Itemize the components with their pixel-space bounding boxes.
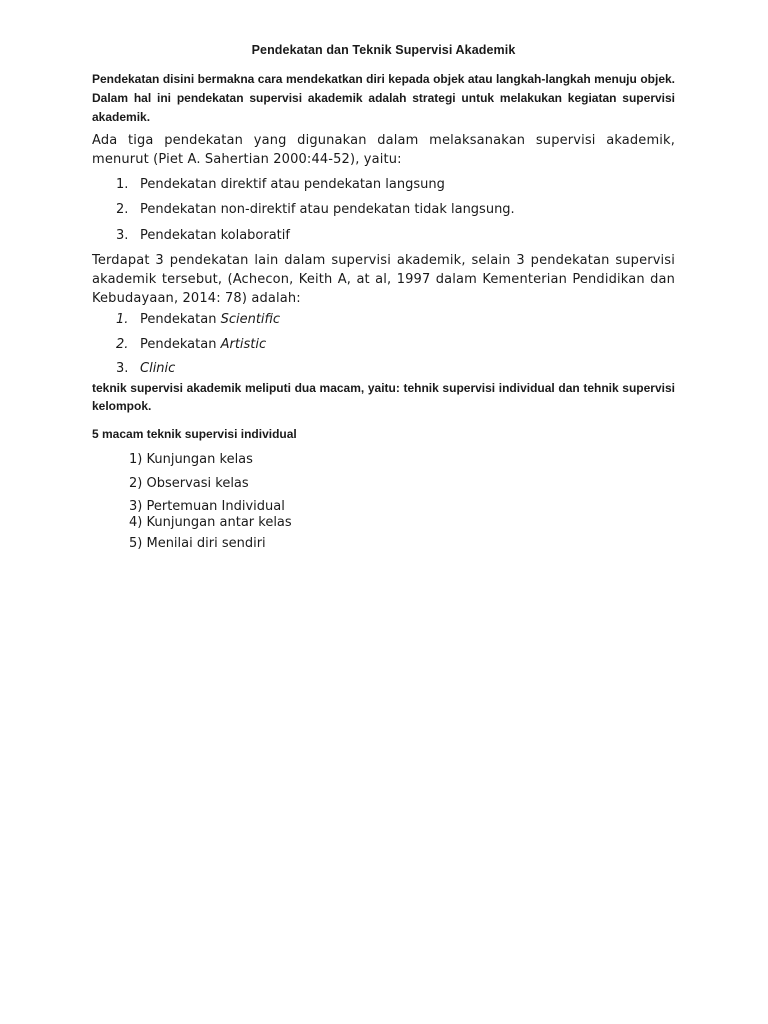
- list-item: 4) Kunjungan antar kelas: [129, 515, 292, 530]
- list-number: 1.: [116, 177, 129, 192]
- list-number: 2.: [116, 337, 129, 352]
- list-italic-text: Clinic: [140, 361, 176, 376]
- list-item: 3) Pertemuan Individual: [129, 499, 285, 514]
- list-item: [116, 336, 266, 354]
- list-text: Pendekatan: [140, 312, 221, 327]
- technique-subheading: 5 macam teknik supervisi individual: [92, 427, 297, 441]
- list-text: Pendekatan kolaboratif: [140, 228, 290, 243]
- other-approaches-paragraph: Terdapat 3 pendekatan lain dalam supervisi akademik, selain 3 pendekatan supervisi akademik tersebut, (Achecon, Keith A, at al, 1997 dalam Kementerian Pendidikan dan Kebudayaan, 2014: 78) adalah:: [92, 253, 675, 306]
- list-item: [116, 311, 280, 329]
- list-item: [116, 227, 290, 245]
- list-item: 2) Observasi kelas: [129, 476, 249, 491]
- list-item: [116, 201, 515, 219]
- list-italic-text: Artistic: [220, 337, 267, 352]
- list-text: Pendekatan: [140, 337, 221, 352]
- list-italic-text: Scientific: [220, 312, 281, 327]
- list-item: 5) Menilai diri sendiri: [129, 536, 266, 551]
- list-item: 1) Kunjungan kelas: [129, 452, 253, 467]
- list-number: 3.: [116, 228, 129, 243]
- list-number: 3.: [116, 361, 129, 376]
- list-item: [116, 176, 445, 194]
- document-title: Pendekatan dan Teknik Supervisi Akademik: [251, 43, 516, 57]
- list-number: 1.: [116, 312, 129, 327]
- list-number: 2.: [116, 202, 129, 217]
- intro-paragraph: Pendekatan disini bermakna cara mendekatkan diri kepada objek atau langkah-langkah menuju objek. Dalam hal ini pendekatan supervisi akademik adalah strategi untuk melakukan kegiatan supervisi akademik.: [92, 72, 675, 124]
- list-text: Pendekatan non-direktif atau pendekatan tidak langsung.: [140, 202, 515, 217]
- list-item: [116, 360, 175, 378]
- list-text: Pendekatan direktif atau pendekatan langsung: [140, 177, 445, 192]
- technique-paragraph: teknik supervisi akademik meliputi dua macam, yaitu: tehnik supervisi individual dan tehnik supervisi kelompok.: [92, 381, 675, 413]
- approach-paragraph: Ada tiga pendekatan yang digunakan dalam melaksanakan supervisi akademik, menurut (Piet A. Sahertian 2000:44-52), yaitu:: [92, 133, 675, 167]
